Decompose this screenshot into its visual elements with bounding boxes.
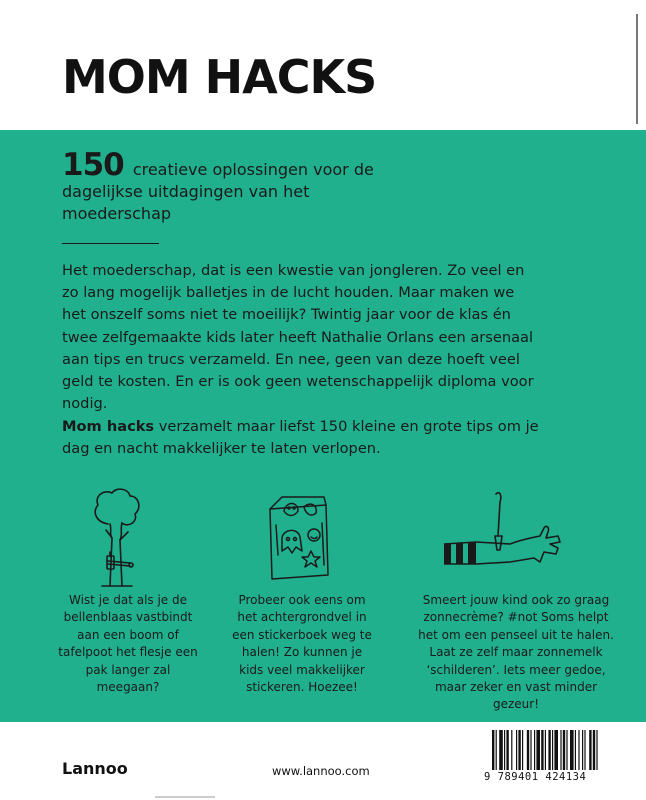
publisher-website: www.lannoo.com	[272, 764, 370, 778]
tagline-text: creatieve oplossingen voor de dagelijkse uitdagingen van het moederschap	[62, 160, 374, 223]
crop-mark	[155, 796, 215, 798]
barcode-bars	[478, 726, 636, 774]
edge-line	[636, 14, 638, 124]
intro-paragraph: Het moederschap, dat is een kwestie van jongleren. Zo veel en zo lang mogelijk balletjes in de lucht houden. Maar maken we het onszelf soms niet te moeilijk? Twintig jaar voor de klas én twee zelfgemaakte kids later heeft Nathalie Orlans een arsenaal aan tips en trucs verzameld. En nee, geen van deze hoeft veel geld te kosten. En er is ook geen wetenschappelijk diploma voor nodig.	[62, 262, 534, 413]
sticker-book-icon	[264, 495, 332, 585]
summary-rest: verzamelt maar liefst 150 kleine en grote tips om je dag en nacht makkelijker te laten verlopen.	[62, 418, 539, 458]
summary-bold: Mom hacks	[62, 418, 155, 435]
tagline-number: 150	[62, 147, 124, 183]
tip-sunscreen-brush: Smeert jouw kind ook zo graag zonnecrème? #not Soms helpt het om een penseel uit te halen. Laat ze zelf maar zonnemelk ‘schilderen’. Iets meer gedoe, maar zeker en vast minder gezeur!	[418, 593, 614, 712]
publisher-logo: Lannoo	[62, 759, 128, 778]
book-title: MOM HACKS	[62, 50, 377, 104]
tagline	[62, 147, 422, 225]
tree-bubble-bottle-icon	[82, 486, 152, 590]
divider-rule	[62, 243, 159, 244]
isbn-number: 9 789401 424134	[484, 771, 587, 783]
arm-paintbrush-icon	[440, 488, 570, 584]
tip-sticker-book: Probeer ook eens om het achtergrondvel in een stickerboek weg te halen! Zo kunnen je kids veel makkelijker stickeren. Hoezee!	[232, 593, 372, 695]
summary-paragraph	[62, 416, 540, 460]
tip-bubble-bottle: Wist je dat als je de bellenblaas vastbindt aan een boom of tafelpoot het flesje een pak langer zal meegaan?	[58, 593, 198, 695]
